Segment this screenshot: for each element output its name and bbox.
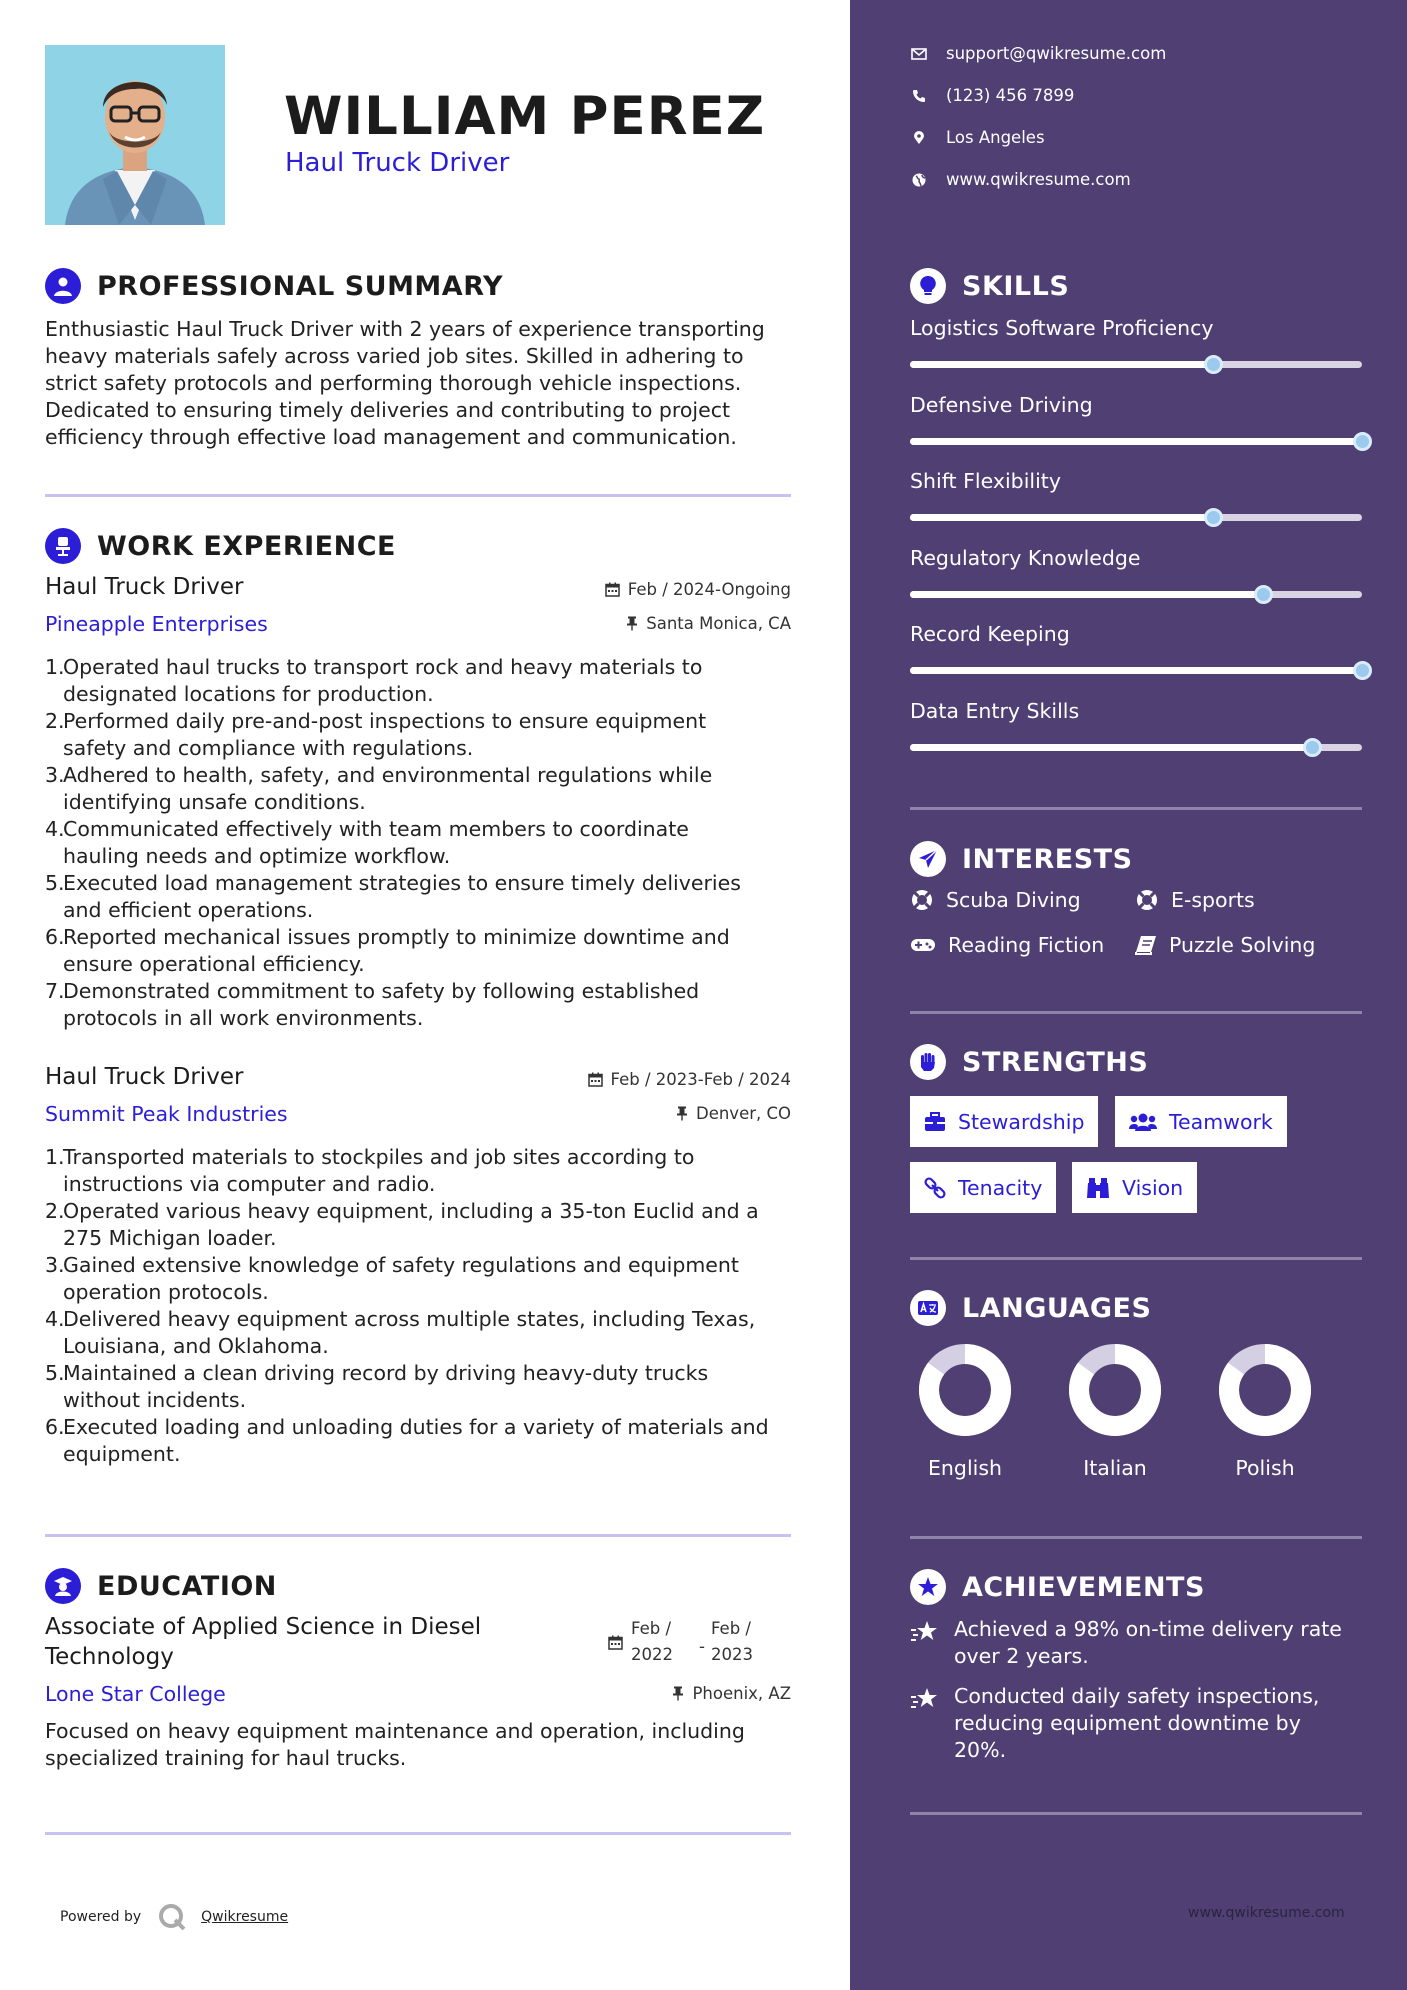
list-item: 6. Executed loading and unloading duties for a variety of materials and equipment. <box>45 1415 769 1466</box>
strengths-title: STRENGTHS <box>962 1046 1149 1078</box>
section-divider <box>45 1534 791 1537</box>
interests-title: INTERESTS <box>962 843 1133 875</box>
chair-icon <box>45 528 81 564</box>
skill-level-bar <box>910 438 1362 445</box>
job-location <box>626 614 791 633</box>
education-end: Feb / 2023 <box>710 1619 753 1664</box>
contact-website[interactable] <box>910 170 1131 189</box>
list-item: 5. Maintained a clean driving record by driving heavy-duty trucks without incidents. <box>45 1361 709 1412</box>
skill-label: Regulatory Knowledge <box>910 545 1141 570</box>
strength-badge <box>1115 1096 1287 1147</box>
person-portrait-icon <box>45 45 225 225</box>
contact-phone[interactable] <box>910 86 1074 105</box>
language-item <box>1060 1342 1170 1480</box>
job-location-text: Santa Monica, CA <box>646 614 791 633</box>
languages-heading <box>910 1290 1151 1326</box>
list-item: 6. Reported mechanical issues promptly to minimize downtime and ensure operational efficiency. <box>45 925 730 976</box>
life-ring-icon <box>910 888 934 912</box>
calendar-icon <box>608 1635 623 1650</box>
phone-icon <box>910 89 928 103</box>
skill-level-fill <box>910 438 1362 445</box>
degree-line: Associate of Applied Science in Diesel <box>45 1614 482 1640</box>
skills-title: SKILLS <box>962 270 1070 302</box>
sidebar <box>850 0 1407 1990</box>
list-item: 1. Transported materials to stockpiles and job sites according to instructions via computer and radio. <box>45 1145 695 1196</box>
job-company: Summit Peak Industries <box>45 1102 288 1126</box>
skill-level-bar <box>910 591 1362 598</box>
language-label: English <box>927 1456 1003 1480</box>
contact-email-text: support@qwikresume.com <box>946 44 1167 63</box>
link-icon <box>924 1177 946 1199</box>
interest-label: Reading Fiction <box>948 933 1105 957</box>
section-divider <box>45 1832 791 1835</box>
interests-heading <box>910 841 1133 877</box>
skill-level-fill <box>910 591 1263 598</box>
summary-heading <box>45 268 503 304</box>
skill-label: Data Entry Skills <box>910 698 1080 723</box>
language-item <box>910 1342 1020 1480</box>
calendar-icon <box>588 1072 603 1087</box>
skill-level-fill <box>910 744 1312 751</box>
achievements-heading <box>910 1569 1205 1605</box>
job-date-wrap <box>400 580 791 610</box>
job-location-wrap <box>400 614 791 644</box>
degree-line: Technology <box>45 1644 174 1670</box>
skill-level-knob <box>1303 738 1322 757</box>
life-ring-icon <box>1135 888 1159 912</box>
list-item: 3. Gained extensive knowledge of safety regulations and equipment operation protocols. <box>45 1253 739 1304</box>
language-icon <box>910 1290 946 1326</box>
section-divider <box>910 1536 1362 1539</box>
achievement-item <box>910 1616 1370 1670</box>
contact-location <box>910 128 1045 147</box>
education-description <box>45 1718 785 1772</box>
gamepad-icon <box>910 936 936 954</box>
globe-icon <box>910 173 928 187</box>
achievement-text: Achieved a 98% on-time delivery rate over 2 years. <box>954 1617 1342 1668</box>
job-location <box>676 1104 791 1123</box>
language-level-ring <box>917 1342 1013 1438</box>
skill-label: Shift Flexibility <box>910 469 1061 493</box>
star-icon <box>910 1687 940 1711</box>
education-title: EDUCATION <box>97 1570 277 1602</box>
strength-label: Vision <box>1122 1175 1184 1200</box>
education-heading <box>45 1568 277 1604</box>
interest-item <box>910 933 1104 957</box>
skill-level-knob <box>1353 432 1372 451</box>
education-location-text: Phoenix, AZ <box>692 1684 791 1703</box>
list-item: 3. Adhered to health, safety, and environmental regulations while identifying unsafe conditions. <box>45 763 713 814</box>
summary-line: heavy materials safely across varied job sites. Skilled in adhering to <box>45 344 744 368</box>
section-divider <box>910 1257 1362 1260</box>
skill-label: Logistics Software Proficiency <box>910 316 1214 340</box>
language-level-ring <box>1217 1342 1313 1438</box>
interest-label: Scuba Diving <box>946 888 1081 912</box>
job-date <box>605 580 791 599</box>
skill-label: Record Keeping <box>910 622 1070 646</box>
contact-website-text: www.qwikresume.com <box>946 170 1131 189</box>
graduate-icon <box>45 1568 81 1604</box>
language-label: Polish <box>1235 1456 1295 1480</box>
briefcase-icon <box>924 1112 946 1132</box>
skill-level-knob <box>1353 661 1372 680</box>
envelope-icon <box>910 48 928 60</box>
education-location-wrap <box>400 1684 791 1714</box>
job-company: Pineapple Enterprises <box>45 612 268 636</box>
summary-line: strict safety protocols and performing thorough vehicle inspections. <box>45 371 742 395</box>
skill-level-knob <box>1254 585 1273 604</box>
users-icon <box>1129 1112 1157 1132</box>
job-duties-list <box>45 1144 795 1468</box>
user-circle-icon <box>45 268 81 304</box>
candidate-role: Haul Truck Driver <box>285 148 510 178</box>
job-duties-list <box>45 654 795 1032</box>
binoculars-icon <box>1086 1177 1110 1199</box>
summary-line: Dedicated to ensuring timely deliveries and contributing to project <box>45 398 731 422</box>
strength-badge <box>910 1096 1098 1147</box>
interest-item <box>910 888 1081 912</box>
summary-text <box>45 316 785 451</box>
footer-url[interactable]: www.qwikresume.com <box>1188 1905 1345 1921</box>
list-item: 5. Executed load management strategies to ensure timely deliveries and efficient operations. <box>45 871 741 922</box>
powered-by-label: Powered by <box>60 1909 142 1925</box>
achievement-text: Conducted daily safety inspections, reducing equipment downtime by 20%. <box>954 1684 1320 1762</box>
contact-location-text: Los Angeles <box>946 128 1045 147</box>
skill-level-knob <box>1204 355 1223 374</box>
job-date-text: Feb / 2024-Ongoing <box>627 580 791 599</box>
skills-heading <box>910 268 1069 304</box>
language-level-ring <box>1067 1342 1163 1438</box>
powered-by-footer <box>60 1902 288 1932</box>
list-item: 4. Communicated effectively with team members to coordinate hauling needs and optimize workflow. <box>45 817 689 868</box>
interest-item <box>1135 888 1255 912</box>
education-start: Feb / 2022 <box>631 1619 673 1664</box>
pin-icon <box>626 616 638 631</box>
interest-label: E-sports <box>1171 888 1255 912</box>
list-item: 7. Demonstrated commitment to safety by following established protocols in all work environments. <box>45 979 700 1030</box>
section-divider <box>910 807 1362 810</box>
fist-icon <box>910 1044 946 1080</box>
strength-label: Tenacity <box>958 1175 1043 1200</box>
lightbulb-icon <box>910 268 946 304</box>
calendar-icon <box>605 582 620 597</box>
list-item: 4. Delivered heavy equipment across multiple states, including Texas, Louisiana, and Oklahoma. <box>45 1307 756 1358</box>
skill-level-bar <box>910 514 1362 521</box>
skill-level-bar <box>910 667 1362 674</box>
job-title: Haul Truck Driver <box>45 1064 244 1090</box>
job-location-text: Denver, CO <box>695 1104 791 1123</box>
education-location <box>672 1684 791 1703</box>
strength-badge <box>910 1162 1056 1213</box>
section-divider <box>910 1011 1362 1014</box>
contact-email[interactable] <box>910 44 1166 63</box>
pin-icon <box>676 1106 688 1121</box>
profile-photo <box>45 45 225 225</box>
experience-heading <box>45 528 396 564</box>
candidate-name: WILLIAM PEREZ <box>284 86 766 147</box>
section-divider <box>910 1812 1362 1815</box>
contact-phone-text: (123) 456 7899 <box>946 86 1075 105</box>
strength-label: Stewardship <box>958 1109 1085 1134</box>
summary-line: efficiency through effective load management and communication. <box>45 425 737 449</box>
section-divider <box>45 494 791 497</box>
degree-title <box>45 1612 481 1672</box>
achievements-title: ACHIEVEMENTS <box>962 1571 1205 1603</box>
pin-icon <box>672 1686 684 1701</box>
job-title: Haul Truck Driver <box>45 574 244 600</box>
job-location-wrap <box>400 1104 791 1134</box>
qwikresume-logo-icon <box>157 1902 187 1932</box>
interest-item <box>1135 933 1315 957</box>
book-icon <box>1135 934 1157 956</box>
paper-plane-icon <box>910 841 946 877</box>
skill-level-bar <box>910 744 1362 751</box>
list-item: 2. Operated various heavy equipment, including a 35-ton Euclid and a 275 Michigan loader. <box>45 1199 759 1250</box>
job-date-wrap <box>400 1070 791 1100</box>
education-desc-line: Focused on heavy equipment maintenance and operation, including <box>45 1719 745 1743</box>
skill-level-fill <box>910 514 1213 521</box>
education-date-dash: - <box>699 1636 705 1656</box>
star-badge-icon <box>910 1569 946 1605</box>
skill-level-bar <box>910 361 1362 368</box>
location-pin-icon <box>910 131 928 145</box>
strength-label: Teamwork <box>1169 1109 1273 1134</box>
summary-line: Enthusiastic Haul Truck Driver with 2 years of experience transporting <box>45 317 765 341</box>
job-date <box>588 1070 791 1089</box>
skill-label: Defensive Driving <box>910 392 1093 417</box>
job-date-text: Feb / 2023-Feb / 2024 <box>610 1070 791 1089</box>
education-desc-line: specialized training for haul trucks. <box>45 1746 407 1770</box>
experience-title: WORK EXPERIENCE <box>97 530 396 562</box>
strengths-heading <box>910 1044 1148 1080</box>
achievement-item <box>910 1683 1370 1764</box>
list-item: 2. Performed daily pre-and-post inspections to ensure equipment safety and compliance with regulations. <box>45 709 707 760</box>
skill-level-fill <box>910 361 1213 368</box>
strength-badge <box>1072 1162 1197 1213</box>
skill-level-fill <box>910 667 1362 674</box>
summary-title: PROFESSIONAL SUMMARY <box>97 270 504 302</box>
qwikresume-brand-link[interactable]: Qwikresume <box>201 1909 289 1925</box>
education-date <box>608 1616 753 1668</box>
list-item: 1. Operated haul trucks to transport rock and heavy materials to designated locations for production. <box>45 655 703 706</box>
language-item <box>1210 1342 1320 1480</box>
interest-label: Puzzle Solving <box>1169 933 1316 957</box>
star-icon <box>910 1620 940 1644</box>
school-name: Lone Star College <box>45 1682 226 1706</box>
skill-level-knob <box>1204 508 1223 527</box>
languages-title: LANGUAGES <box>962 1292 1152 1324</box>
language-label: Italian <box>1083 1456 1147 1480</box>
